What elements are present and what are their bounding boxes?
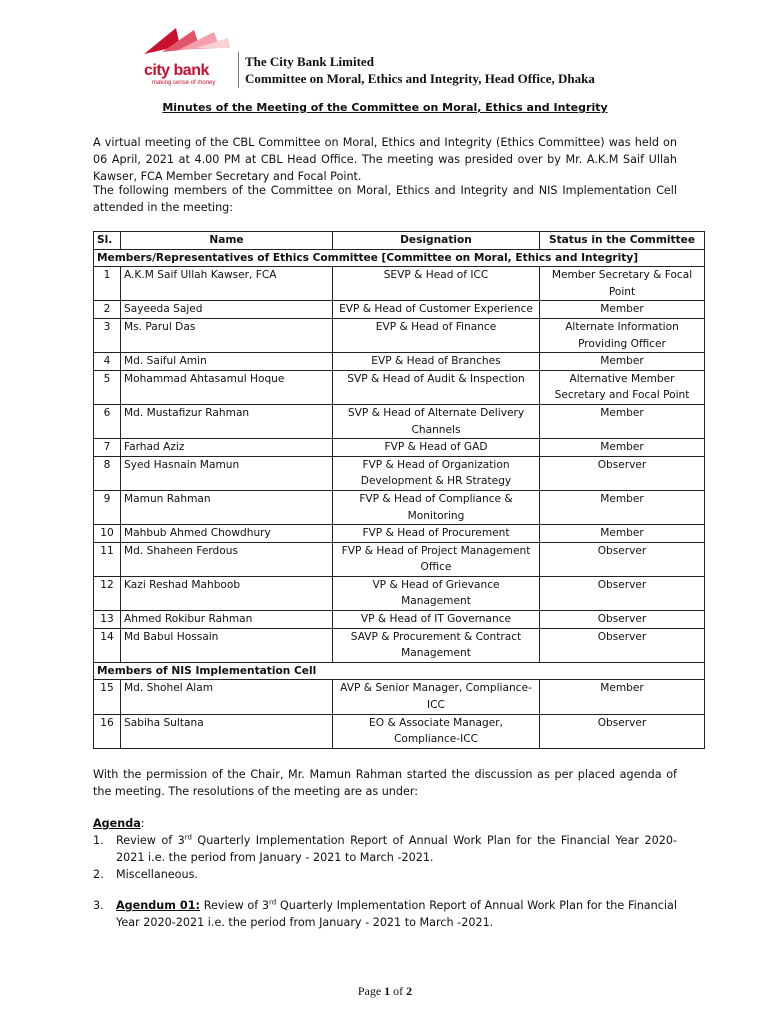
cell-sl: 9	[94, 490, 121, 524]
cell-status: Observer	[540, 714, 705, 748]
cell-designation: SVP & Head of Alternate Delivery Channels	[333, 404, 540, 438]
cell-name: Mamun Rahman	[121, 490, 333, 524]
cell-sl: 8	[94, 456, 121, 490]
table-row	[94, 525, 705, 543]
table-header-row	[94, 232, 705, 250]
cell-sl: 11	[94, 542, 121, 576]
cell-status: Member	[540, 680, 705, 714]
cell-sl: 10	[94, 525, 121, 543]
footer-page-number: 1	[384, 984, 391, 998]
cell-status: Member	[540, 490, 705, 524]
agendum-label: Agendum 01:	[116, 899, 200, 912]
agenda-list	[93, 832, 677, 883]
agendum-text-cont: Quarterly Implementation Report of Annual Work Plan for the Financial Year 2020-2021 i.e. the period from January - 2021 to March -2021.	[116, 899, 677, 929]
agenda-item-number: 1.	[93, 834, 104, 847]
cell-sl: 16	[94, 714, 121, 748]
cell-name: Sayeeda Sajed	[121, 301, 333, 319]
page-footer	[0, 984, 770, 999]
header-sl: Sl.	[94, 232, 121, 250]
table-row	[94, 353, 705, 371]
discussion-paragraph: With the permission of the Chair, Mr. Mamun Rahman started the discussion as per placed agenda of the meeting. The resolutions of the meeting are as under:	[93, 768, 677, 798]
cell-status: Observer	[540, 576, 705, 610]
cell-status: Observer	[540, 611, 705, 629]
committee-name: Committee on Moral, Ethics and Integrity, Head Office, Dhaka	[245, 71, 595, 86]
agenda-item-text-cont: Quarterly Implementation Report of Annual Work Plan for the Financial Year 2020-2021 i.e. the period from January - 2021 to March -2021.	[116, 834, 677, 864]
cell-status: Member	[540, 404, 705, 438]
cell-status: Member	[540, 525, 705, 543]
cell-sl: 14	[94, 628, 121, 662]
cell-name: Md. Shohel Alam	[121, 680, 333, 714]
cell-sl: 2	[94, 301, 121, 319]
attendance-table	[93, 231, 705, 749]
agenda-item	[93, 832, 677, 866]
intro-paragraph-1: A virtual meeting of the CBL Committee on Moral, Ethics and Integrity (Ethics Committee) was held on 06 April, 2021 at 4.00 PM at CBL Head Office. The meeting was presided over by Mr. A.K.M Saif Ullah Kawser, FCA Member Secretary and Focal Point.	[93, 136, 677, 183]
table-row	[94, 576, 705, 610]
logo-wordmark: city bank	[144, 62, 209, 79]
cell-sl: 7	[94, 439, 121, 457]
header-name: Name	[121, 232, 333, 250]
cell-designation: SEVP & Head of ICC	[333, 267, 540, 301]
table-row	[94, 404, 705, 438]
cell-sl: 1	[94, 267, 121, 301]
cell-designation: FVP & Head of Compliance & Monitoring	[333, 490, 540, 524]
table-row	[94, 611, 705, 629]
cell-designation: FVP & Head of GAD	[333, 439, 540, 457]
cell-designation: AVP & Senior Manager, Compliance-ICC	[333, 680, 540, 714]
cell-sl: 13	[94, 611, 121, 629]
cell-sl: 15	[94, 680, 121, 714]
footer-page-total: 2	[406, 984, 413, 998]
cell-name: Mohammad Ahtasamul Hoque	[121, 370, 333, 404]
bank-name: The City Bank Limited	[245, 54, 374, 69]
cell-designation: VP & Head of Grievance Management	[333, 576, 540, 610]
agendum-text: Review of 3	[199, 899, 269, 912]
cell-designation: SVP & Head of Audit & Inspection	[333, 370, 540, 404]
cell-sl: 12	[94, 576, 121, 610]
cell-name: Ms. Parul Das	[121, 318, 333, 352]
document-title: Minutes of the Meeting of the Committee on Moral, Ethics and Integrity	[162, 101, 608, 114]
cell-status: Observer	[540, 456, 705, 490]
cell-designation: EVP & Head of Finance	[333, 318, 540, 352]
agendum-01	[93, 897, 677, 931]
cell-name: Md. Shaheen Ferdous	[121, 542, 333, 576]
table-body	[94, 249, 705, 748]
agendum-number: 3.	[93, 899, 104, 912]
cell-name: Ahmed Rokibur Rahman	[121, 611, 333, 629]
table-section-row	[94, 249, 705, 267]
agenda-heading	[93, 815, 677, 832]
header-status: Status in the Committee	[540, 232, 705, 250]
cell-designation: FVP & Head of Project Management Office	[333, 542, 540, 576]
cell-designation: FVP & Head of Procurement	[333, 525, 540, 543]
agenda-item-text: Review of 3	[116, 834, 185, 847]
cell-name: Md Babul Hossain	[121, 628, 333, 662]
table-row	[94, 318, 705, 352]
header-divider	[238, 52, 239, 88]
cell-sl: 6	[94, 404, 121, 438]
section-heading: Members of NIS Implementation Cell	[94, 662, 705, 680]
agenda-section	[93, 815, 677, 883]
cell-name: Mahbub Ahmed Chowdhury	[121, 525, 333, 543]
cell-designation: EVP & Head of Branches	[333, 353, 540, 371]
cell-designation: VP & Head of IT Governance	[333, 611, 540, 629]
cell-name: Farhad Aziz	[121, 439, 333, 457]
cell-designation: FVP & Head of Organization Development & HR Strategy	[333, 456, 540, 490]
table-section-row	[94, 662, 705, 680]
ordinal-suffix: rd	[269, 898, 277, 907]
cell-name: Md. Saiful Amin	[121, 353, 333, 371]
agenda-label: Agenda	[93, 817, 141, 830]
table-row	[94, 628, 705, 662]
cell-name: Sabiha Sultana	[121, 714, 333, 748]
cell-designation: EVP & Head of Customer Experience	[333, 301, 540, 319]
table-row	[94, 490, 705, 524]
cell-status: Member Secretary & Focal Point	[540, 267, 705, 301]
ordinal-suffix: rd	[184, 833, 192, 842]
intro-paragraph-2: The following members of the Committee on Moral, Ethics and Integrity and NIS Implementation Cell attended in the meeting:	[93, 184, 677, 214]
cell-designation: SAVP & Procurement & Contract Management	[333, 628, 540, 662]
agenda-item-number: 2.	[93, 868, 104, 881]
cell-status: Alternative Member Secretary and Focal Point	[540, 370, 705, 404]
cell-name: Syed Hasnain Mamun	[121, 456, 333, 490]
cell-name: A.K.M Saif Ullah Kawser, FCA	[121, 267, 333, 301]
cell-status: Member	[540, 353, 705, 371]
table-row	[94, 439, 705, 457]
section-heading: Members/Representatives of Ethics Committee [Committee on Moral, Ethics and Integrity]	[94, 249, 705, 267]
cell-status: Member	[540, 439, 705, 457]
cell-sl: 3	[94, 318, 121, 352]
table-row	[94, 456, 705, 490]
header-designation: Designation	[333, 232, 540, 250]
table-row	[94, 370, 705, 404]
footer-of-word: of	[393, 984, 404, 998]
cell-designation: EO & Associate Manager, Compliance-ICC	[333, 714, 540, 748]
table-row	[94, 542, 705, 576]
cell-name: Kazi Reshad Mahboob	[121, 576, 333, 610]
table-row	[94, 267, 705, 301]
cell-sl: 5	[94, 370, 121, 404]
table-row	[94, 301, 705, 319]
cell-status: Observer	[540, 628, 705, 662]
cell-name: Md. Mustafizur Rahman	[121, 404, 333, 438]
table-row	[94, 680, 705, 714]
footer-page-word: Page	[357, 984, 382, 998]
cell-status: Observer	[540, 542, 705, 576]
cell-status: Member	[540, 301, 705, 319]
agenda-item-text: Miscellaneous.	[116, 868, 198, 881]
cell-status: Alternate Information Providing Officer	[540, 318, 705, 352]
agenda-colon: :	[140, 817, 145, 830]
cell-sl: 4	[94, 353, 121, 371]
agenda-item	[93, 866, 677, 883]
table-row	[94, 714, 705, 748]
logo-tagline: making sense of money	[152, 80, 216, 86]
